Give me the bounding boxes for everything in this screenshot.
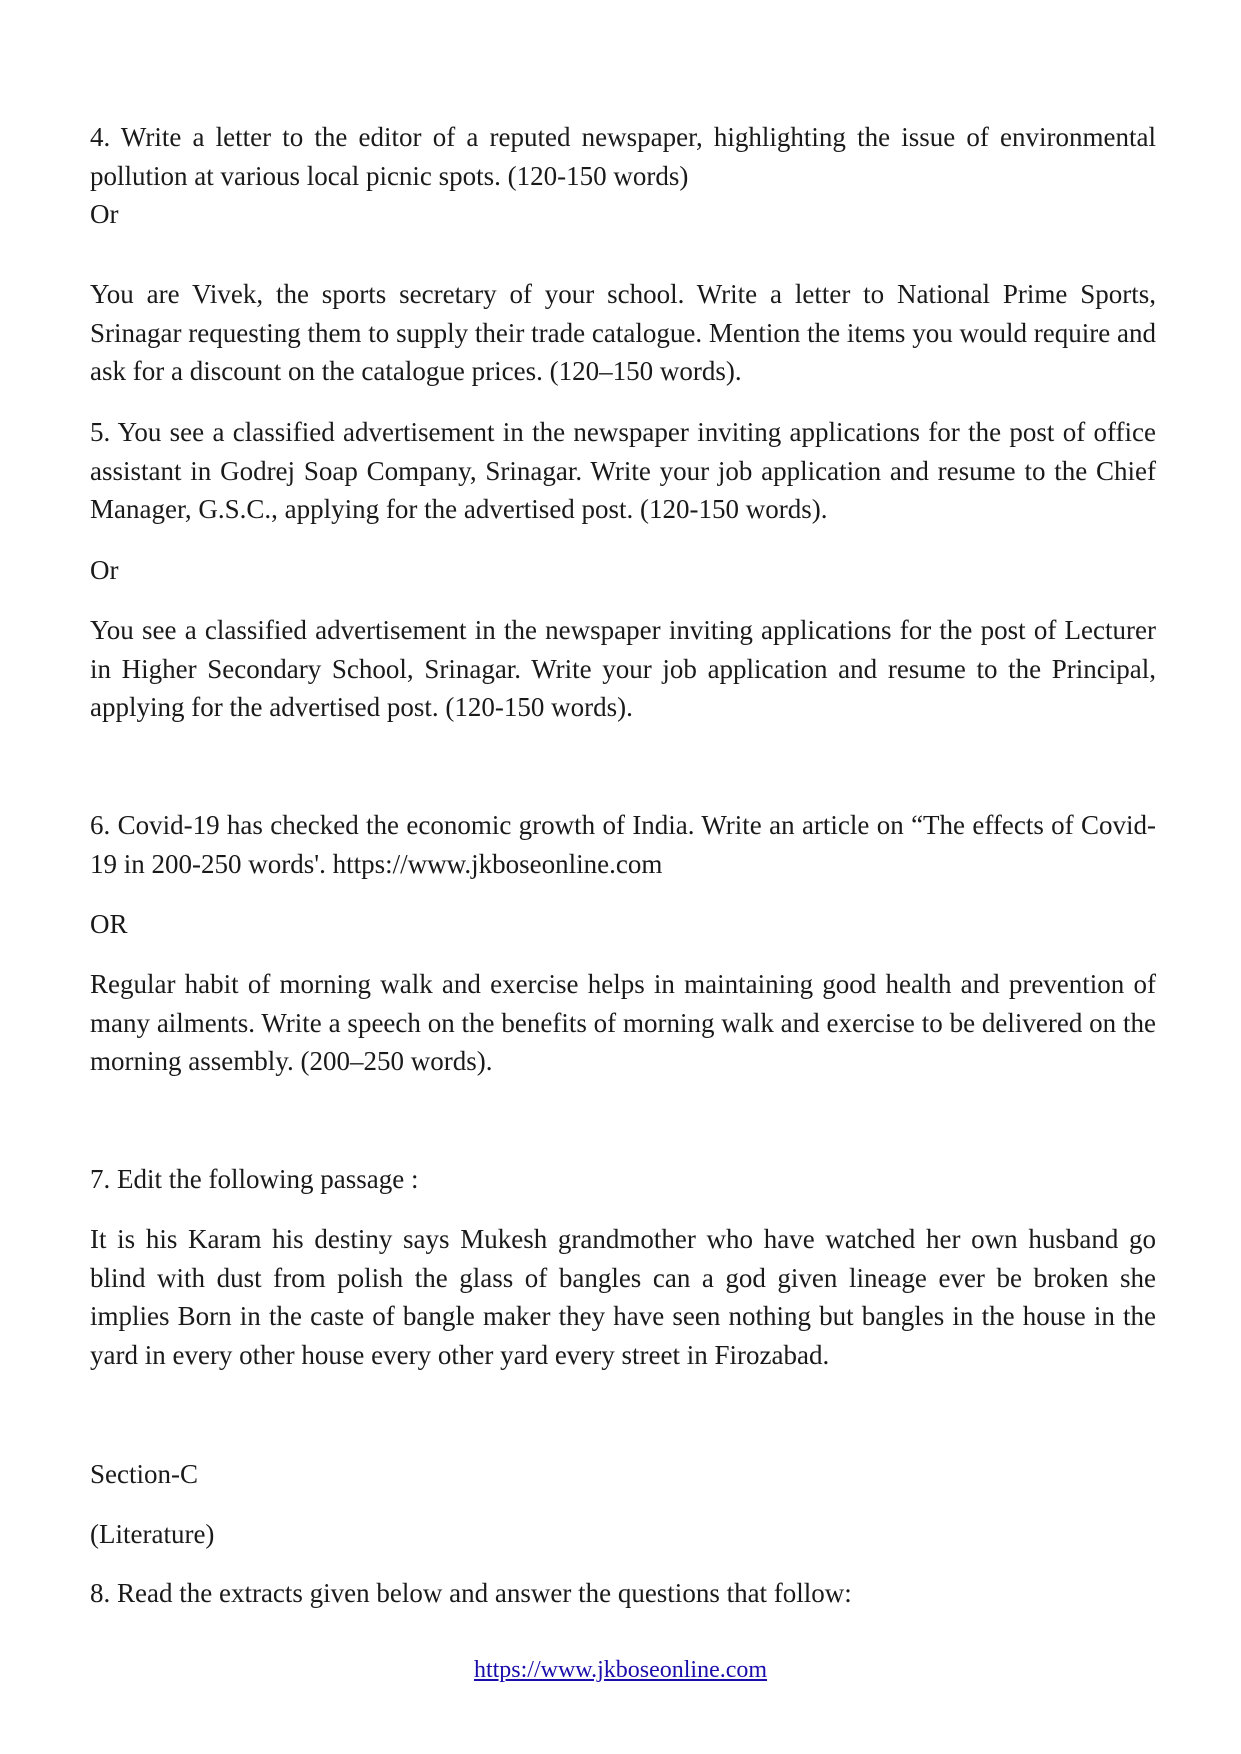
question-8-heading: 8. Read the extracts given below and answer the questions that follow: [90,1578,852,1608]
question-4-alternative: You are Vivek, the sports secretary of your school. Write a letter to National Prime Sports, Srinagar requesting them to supply their trade catalogue. Mention the items you would require and ask for a discount on the catalogue prices. (120–150 words). [90,279,1156,387]
question-7-passage: It is his Karam his destiny says Mukesh grandmother who have watched her own husband go blind with dust from polish the glass of bangles can a god given lineage ever be broken she implies Born in the caste of bangle maker they have seen nothing but bangles in the house in the yard in every other house every other yard every street in Firozabad. [90,1224,1156,1371]
question-5-alternative: You see a classified advertisement in the newspaper inviting applications for the post of Lecturer in Higher Secondary School, Srinagar. Write your job application and resume to the Principal, applying for the advertised post. (120-150 words). [90,615,1156,723]
footer-link[interactable]: https://www.jkboseonline.com [473,1657,768,1683]
question-7-heading: 7. Edit the following passage : [90,1164,419,1194]
question-6-alternative: Regular habit of morning walk and exercise helps in maintaining good health and prevention of many ailments. Write a speech on the benefits of morning walk and exercise to be delivered on the morning assembly. (200–250 words). [90,969,1156,1077]
question-5-or: Or [90,555,119,585]
question-5-text: 5. You see a classified advertisement in the newspaper inviting applications for the post of office assistant in Godrej Soap Company, Srinagar. Write your job application and resume to the Chief Manager, G.S.C., applying for the advertised post. (120-150 words). [90,417,1156,525]
question-6-or: OR [90,909,128,939]
section-title: Section-C [90,1459,198,1489]
question-6-text: 6. Covid-19 has checked the economic growth of India. Write an article on “The effects of Covid-19 in 200-250 words'. https://www.jkboseonline.com [90,810,1156,879]
question-4-or: Or [90,199,119,229]
question-4-text: 4. Write a letter to the editor of a reputed newspaper, highlighting the issue of environmental pollution at various local picnic spots. (120-150 words) [90,122,1156,191]
section-subtitle: (Literature) [90,1519,215,1549]
footer [0,1655,1241,1685]
